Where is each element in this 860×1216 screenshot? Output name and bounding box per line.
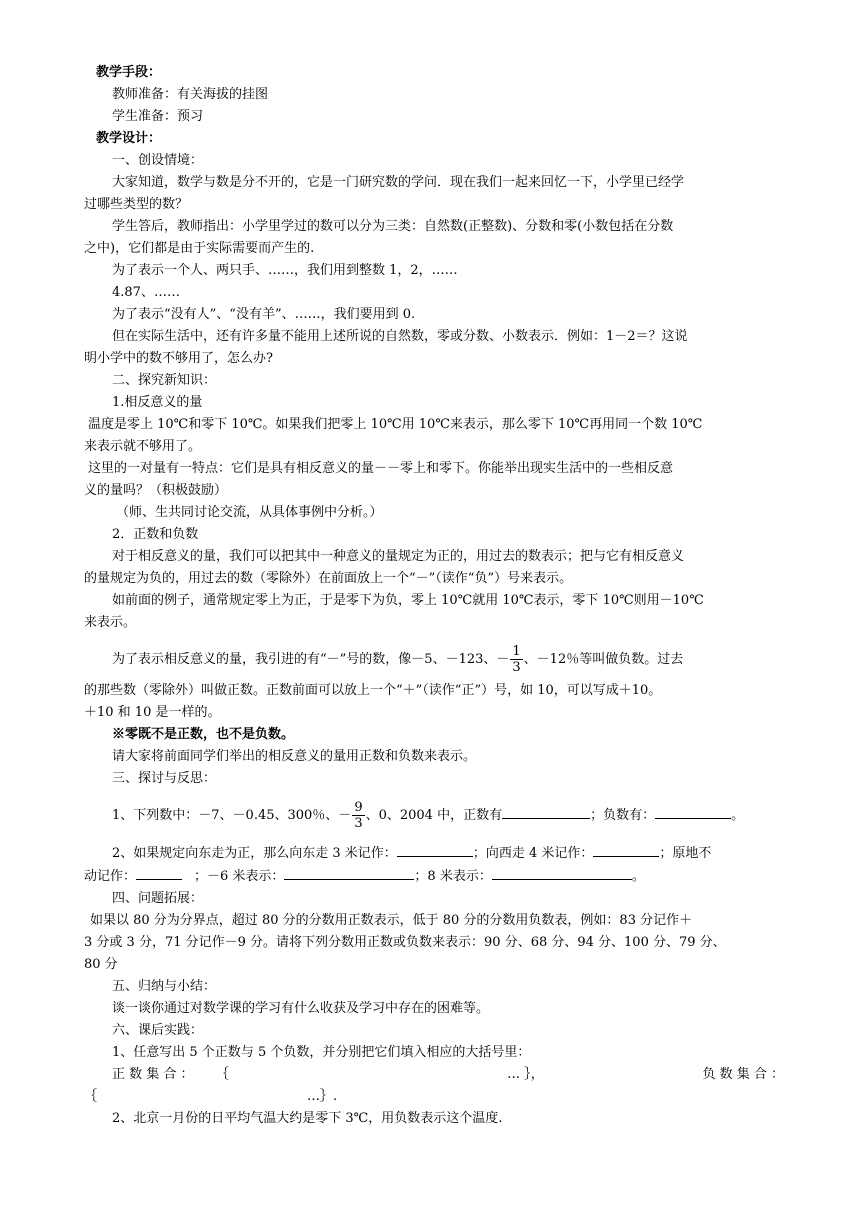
text-line: 义的量吗？（积极鼓励） <box>84 483 228 498</box>
answer-blank-negative[interactable] <box>655 804 731 819</box>
text-segment: 。 <box>731 808 745 823</box>
document-page <box>84 62 784 1130</box>
section-heading: 一、创设情境： <box>112 153 204 168</box>
text-line: 之中)，它们都是由于实际需要而产生的. <box>84 241 315 256</box>
text-line: 温度是零上 10℃和零下 10℃。如果我们把零上 10℃用 10℃来表示，那么零下 10℃再用同一个数 10℃ <box>88 417 703 432</box>
section-heading: 五、归纳与小结： <box>112 979 217 994</box>
positive-set-open-brace: ｛ <box>215 1067 229 1082</box>
exercise-1 <box>84 796 784 836</box>
text-line: （师、生共同讨论交流，从具体事例中分析。） <box>116 505 383 520</box>
answer-blank-positive[interactable] <box>502 804 590 819</box>
text-line: ＋10 和 10 是一样的。 <box>84 705 221 720</box>
text-line-with-fraction <box>84 640 784 680</box>
text-segment: 、－12％等叫做负数。过去 <box>523 652 684 667</box>
text-line: 80 分 <box>84 957 118 972</box>
text-line: 对于相反意义的量，我们可以把其中一种意义的量规定为正的，用过去的数表示；把与它有相反意义 <box>112 549 685 564</box>
section-heading: 六、课后实践： <box>112 1023 204 1038</box>
text-line: 4.87、…… <box>112 285 180 300</box>
text-line: 这里的一对量有一特点：它们是具有相反意义的量－－零上和零下。你能举出现实生活中的一些相反意 <box>88 461 674 476</box>
text-line: 来表示。 <box>84 615 137 630</box>
subsection-heading: 1.相反意义的量 <box>112 395 203 410</box>
text-line: 的那些数（零除外）叫做正数。正数前面可以放上一个“＋”（读作“正”）号，如 10，可以写成＋10。 <box>84 683 662 698</box>
text-line: 为了表示一个人、两只手、……，我们用到整数 1，2，…… <box>112 263 458 278</box>
positive-set <box>112 1064 544 1086</box>
positive-set-close: … ｝， <box>507 1067 544 1082</box>
text-segment: 1、下列数中：－7、－0.45、300％、－ <box>112 808 352 823</box>
negative-set-close: …｝. <box>307 1089 338 1104</box>
fraction-denominator: 3 <box>354 816 363 831</box>
fraction-numerator: 1 <box>512 644 521 659</box>
answer-blank-stay[interactable] <box>136 865 182 880</box>
text-line: 1、任意写出 5 个正数与 5 个负数，并分别把它们填入相应的大括号里： <box>112 1045 531 1060</box>
text-line: 明小学中的数不够用了，怎么办? <box>84 351 273 366</box>
emphasis-note: ※零既不是正数，也不是负数。 <box>112 727 295 742</box>
text-line: 过哪些类型的数？ <box>84 197 189 212</box>
text-line: 3 分或 3 分，71 分记作－9 分。请将下列分数用正数或负数来表示：90 分、68 分、94 分、100 分、79 分、 <box>84 935 726 950</box>
text-line: 如前面的例子，通常规定零上为正，于是零下为负，零上 10℃就用 10℃表示，零下 10℃则用－10℃ <box>112 593 704 608</box>
negative-set-open-brace: ｛ <box>84 1089 98 1104</box>
answer-blank-8m[interactable] <box>492 865 632 880</box>
text-line: 2、北京一月份的日平均气温大约是零下 3℃，用负数表示这个温度. <box>112 1111 503 1126</box>
text-line: 学生准备：预习 <box>112 109 204 124</box>
fraction-denominator: 3 <box>512 660 521 675</box>
text-segment: ；8 米表示： <box>414 869 492 884</box>
text-segment: ；向西走 4 米记作： <box>472 846 594 861</box>
text-line: 的量规定为负的，用过去的数（零除外）在前面放上一个“－”（读作“负”）号来表示。 <box>84 571 573 586</box>
answer-blank-west[interactable] <box>593 842 659 857</box>
text-line: 如果以 80 分为分界点，超过 80 分的分数用正数表示，低于 80 分的分数用负数表，例如：83 分记作＋ <box>90 913 693 928</box>
text-line: 学生答后，教师指出：小学里学过的数可以分为三类：自然数(正整数)、分数和零(小数包括在分数 <box>112 219 674 234</box>
answer-blank-minus6[interactable] <box>284 865 414 880</box>
positive-set-label: 正 数 集 合 ： <box>112 1067 194 1082</box>
text-segment: 动记作： <box>84 869 137 884</box>
section-heading: 三、探讨与反思： <box>112 771 217 786</box>
exercise-2-line-2 <box>84 865 784 888</box>
text-line: 谈一谈你通过对数学课的学习有什么收获及学习中存在的困难等。 <box>112 1001 490 1016</box>
heading-teaching-means: 教学手段： <box>96 65 162 80</box>
fraction-one-third <box>510 644 522 675</box>
section-heading: 四、问题拓展： <box>112 891 204 906</box>
text-segment: ；原地不 <box>659 846 712 861</box>
text-line: 来表示就不够用了。 <box>84 439 202 454</box>
text-segment: ；负数有： <box>590 808 656 823</box>
text-line: 为了表示“没有人”、“没有羊”、……，我们要用到 0. <box>112 307 416 322</box>
text-line: 教师准备：有关海拔的挂图 <box>112 87 269 102</box>
exercise-2-line-1 <box>84 842 784 865</box>
text-line: 请大家将前面同学们举出的相反意义的量用正数和负数来表示。 <box>112 749 477 764</box>
text-segment: 为了表示相反意义的量，我引进的有“－”号的数，像－5、－123、－ <box>112 652 510 667</box>
section-heading: 二、探究新知识： <box>112 373 217 388</box>
text-segment: ；－6 米表示： <box>194 869 285 884</box>
text-line: 大家知道，数学与数是分不开的，它是一门研究数的学问．现在我们一起来回忆一下，小学里已经学 <box>112 175 685 190</box>
text-segment: 、0、2004 中，正数有 <box>365 808 503 823</box>
heading-teaching-design: 教学设计： <box>96 131 162 146</box>
sets-line <box>84 1064 784 1086</box>
negative-set-line <box>84 1086 784 1108</box>
answer-blank-east[interactable] <box>397 842 473 857</box>
fraction-numerator: 9 <box>354 800 363 815</box>
subsection-heading: 2．正数和负数 <box>112 527 199 542</box>
text-segment: 。 <box>631 869 645 884</box>
negative-set-label: 负 数 集 合 ： <box>702 1067 784 1082</box>
text-segment: 2、如果规定向东走为正，那么向东走 3 米记作： <box>112 846 397 861</box>
text-line: 但在实际生活中，还有许多量不能用上述所说的自然数，零或分数、小数表示．例如：1－2＝？这说 <box>112 329 688 344</box>
fraction-nine-thirds <box>352 800 364 831</box>
